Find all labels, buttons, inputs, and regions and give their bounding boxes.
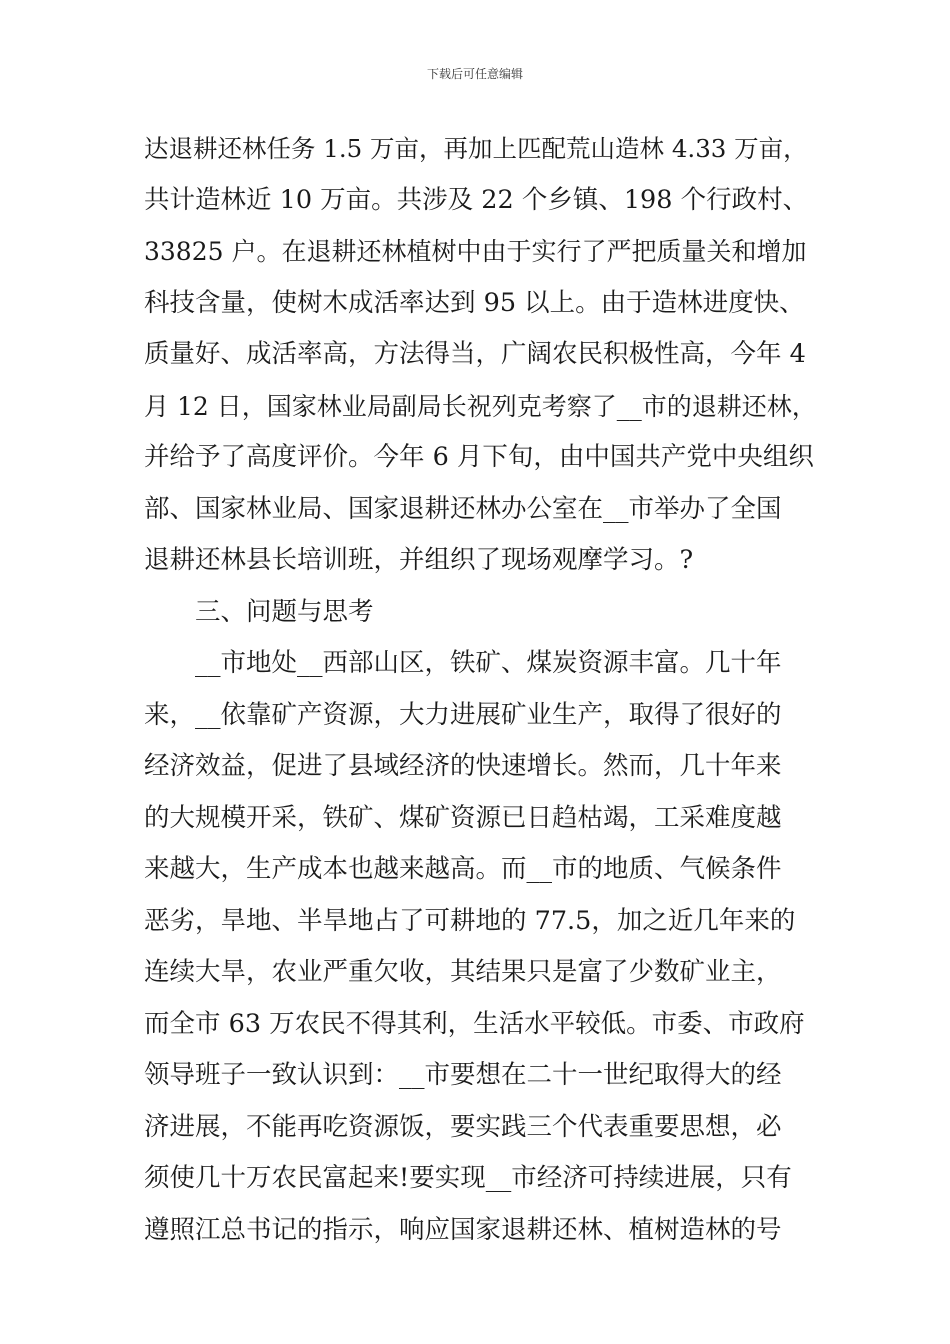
text-line: 部、国家林业局、国家退耕还林办公室在__市举办了全国 — [144, 493, 782, 524]
paragraph — [144, 123, 816, 587]
page-header: 下载后可任意编辑 — [426, 67, 523, 81]
paragraph — [144, 638, 816, 1256]
text-line: 来越大，生产成本也越来越高。而__市的地质、气候条件 — [144, 854, 782, 884]
text-line: 并给予了高度评价。今年 6 月下旬，由中国共产党中央组织 — [144, 442, 814, 472]
text-line: 退耕还林县长培训班，并组织了现场观摩学习。? — [144, 545, 694, 575]
text-line: 济进展，不能再吃资源饭，要实践三个代表重要思想，必 — [144, 1111, 782, 1142]
text-line: 而全市 63 万农民不得其利，生活水平较低。市委、市政府 — [144, 1008, 805, 1039]
document-body — [144, 123, 816, 1256]
text-line: 领导班子一致认识到：__市要想在二十一世纪取得大的经 — [144, 1060, 782, 1090]
text-line: 33825 户。在退耕还林植树中由于实行了严把质量关和增加 — [144, 237, 807, 266]
text-line: 质量好、成活率高，方法得当，广阔农民积极性高，今年 4 — [144, 339, 806, 369]
text-line: 科技含量，使树木成活率达到 95 以上。由于造林进度快、 — [144, 287, 805, 318]
text-line: 共计造林近 10 万亩。共涉及 22 个乡镇、198 个行政村、 — [144, 184, 809, 215]
text-line: 月 12 日，国家林业局副局长祝列克考察了__市的退耕还林， — [144, 391, 817, 421]
text-line: 的大规模开采，铁矿、煤矿资源已日趋枯竭，工采难度越 — [144, 802, 782, 833]
text-line: 三、问题与思考 — [195, 596, 374, 627]
text-line: __市地处__西部山区，铁矿、煤炭资源丰富。几十年 — [195, 648, 782, 678]
text-line: 须使几十万农民富起来!要实现__市经济可持续进展，只有 — [144, 1163, 792, 1193]
text-line: 遵照江总书记的指示，响应国家退耕还林、植树造林的号 — [144, 1214, 782, 1245]
text-line: 连续大旱，农业严重欠收，其结果只是富了少数矿业主， — [144, 957, 782, 987]
paragraph — [144, 587, 816, 639]
text-line: 来，__依靠矿产资源，大力进展矿业生产，取得了很好的 — [144, 699, 782, 730]
text-line: 经济效益，促进了县域经济的快速增长。然而，几十年来 — [144, 751, 782, 781]
text-line: 达退耕还林任务 1.5 万亩，再加上匹配荒山造林 4.33 万亩， — [144, 134, 808, 163]
text-line: 恶劣，旱地、半旱地占了可耕地的 77.5，加之近几年来的 — [144, 905, 796, 936]
